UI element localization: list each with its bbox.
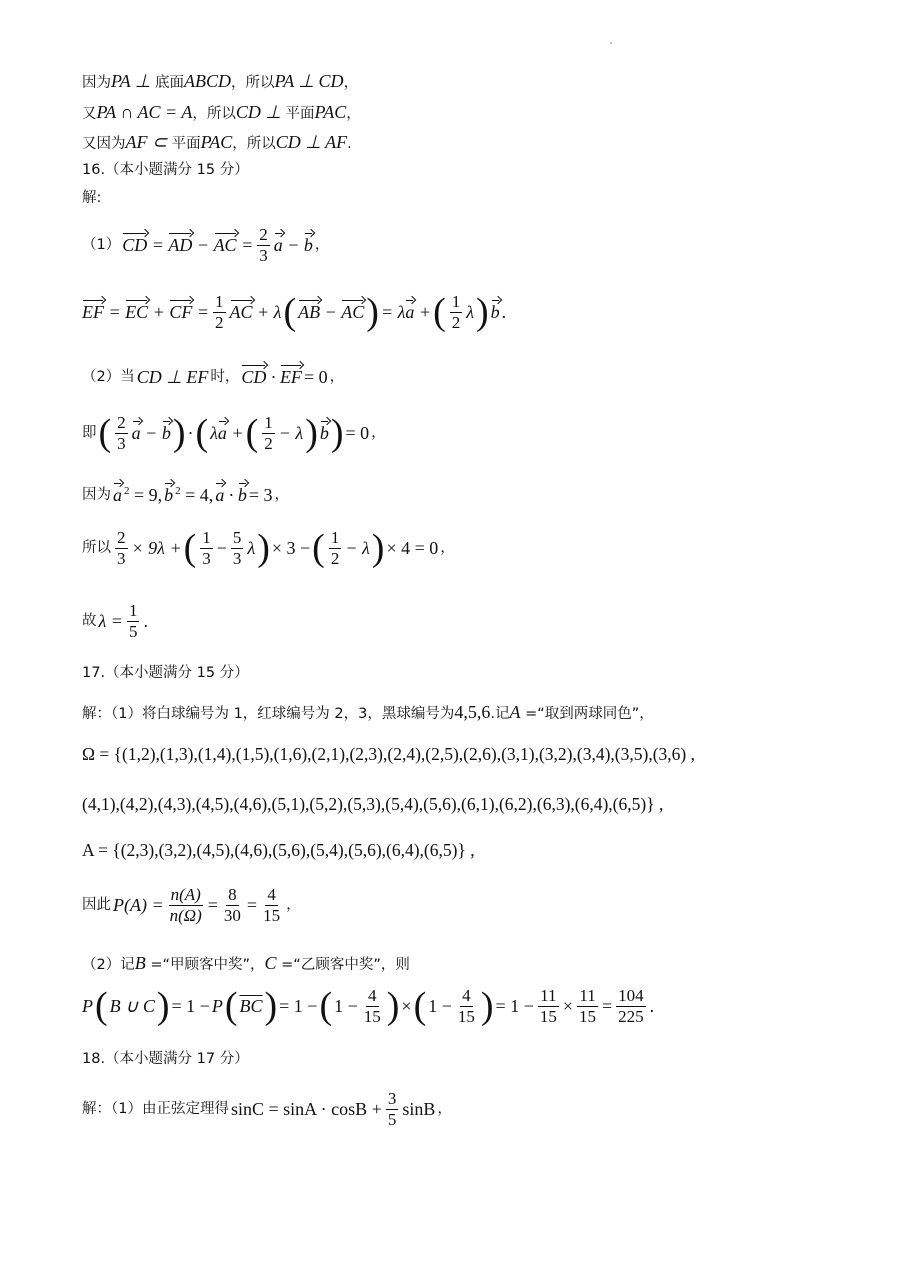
q16-part2-values: 因为 a $^2$ = 9, b $^2$ = 4, a · b = 3 ，: [82, 485, 289, 505]
question-18-heading: 18.（本小题满分 17 分）: [82, 1051, 249, 1067]
question-17-heading: 17.（本小题满分 15 分）: [82, 665, 249, 681]
q16-part2-expand: 即 ( 2 3 a − b ) · ( λa + ( 1 2 − λ ) b ) = 0 ，: [82, 412, 386, 455]
q16-part1-cd: （1） CD = AD − AC = $\frac{2}{3}$ a − b ，: [82, 225, 330, 265]
question-16-heading: 16.（本小题满分 15 分）: [82, 162, 249, 178]
q16-part2-result: 故 λ = $\frac{1}{5}$ .: [82, 601, 148, 641]
q16-solution-label: 解:: [82, 190, 102, 206]
q18-intro: 解：（1）由正弦定理得 sinC = sinA · cosB + $\frac{3}{5}$ sinB ，: [82, 1089, 452, 1129]
q17-intro: 解：（1）将白球编号为 1，红球编号为 2，3，黑球编号为4,5,6.记A =“取到两球同色”，: [82, 702, 654, 722]
q17-part2-probability: P ( B ∪ C ) = 1 − P ( $\overline{BC}$ ) = 1 − ( 1 − $\frac{4}{15}$ ) × ( 1 − $\frac{4}{15}$ ) = 1 − $\frac{11}{15}$ × $\frac{11}{15}$ = $\frac{104}{225}$ .: [82, 985, 655, 1028]
proof-line-2: 又PA ∩ AC = A，所以CD ⊥ 平面PAC，: [82, 102, 361, 122]
q16-part2-equation: 所以 $\frac{2}{3}$ × 9λ + ( 1 3 − $\frac{5}{3}$ λ ) × 3 − ( 1 2 − λ ) × 4 = 0 ，: [82, 527, 455, 570]
event-a-set: A = {(2,3),(3,2),(4,5),(4,6),(5,6),(5,4),(5,6),(6,4),(6,5)} ,: [82, 840, 475, 860]
proof-line-1: 因为PA ⊥ 底面ABCD，所以PA ⊥ CD，: [82, 71, 359, 91]
proof-line-3: 又因为AF ⊂ 平面PAC，所以CD ⊥ AF.: [82, 132, 352, 152]
q17-part2-intro: （2）记B =“甲顾客中奖”，C =“乙顾客中奖”，则: [82, 953, 410, 973]
scan-dot: [610, 42, 612, 44]
q16-part1-ef: EF = EC + CF = $\frac{1}{2}$ AC + λ ( AB − AC ) = λa + ( 1 2 λ ) b .: [82, 291, 507, 334]
sample-space-line-1: Ω = {(1,2),(1,3),(1,4),(1,5),(1,6),(2,1),(2,3),(2,4),(2,5),(2,6),(3,1),(3,2),(3,4),(3,5),(3,6) ,: [82, 744, 695, 764]
q17-probability-a: 因此 P(A) = $\frac{n(A)}{n(\Omega)}$ = $\frac{8}{30}$ = $\frac{4}{15}$ ，: [82, 885, 301, 925]
q16-part2-condition: （2）当 CD ⊥ EF 时， CD · EF = 0 ，: [82, 367, 345, 387]
sample-space-line-2: (4,1),(4,2),(4,3),(4,5),(4,6),(5,1),(5,2),(5,3),(5,4),(5,6),(6,1),(6,2),(6,3),(6,4),(6,5)} ,: [82, 794, 664, 814]
